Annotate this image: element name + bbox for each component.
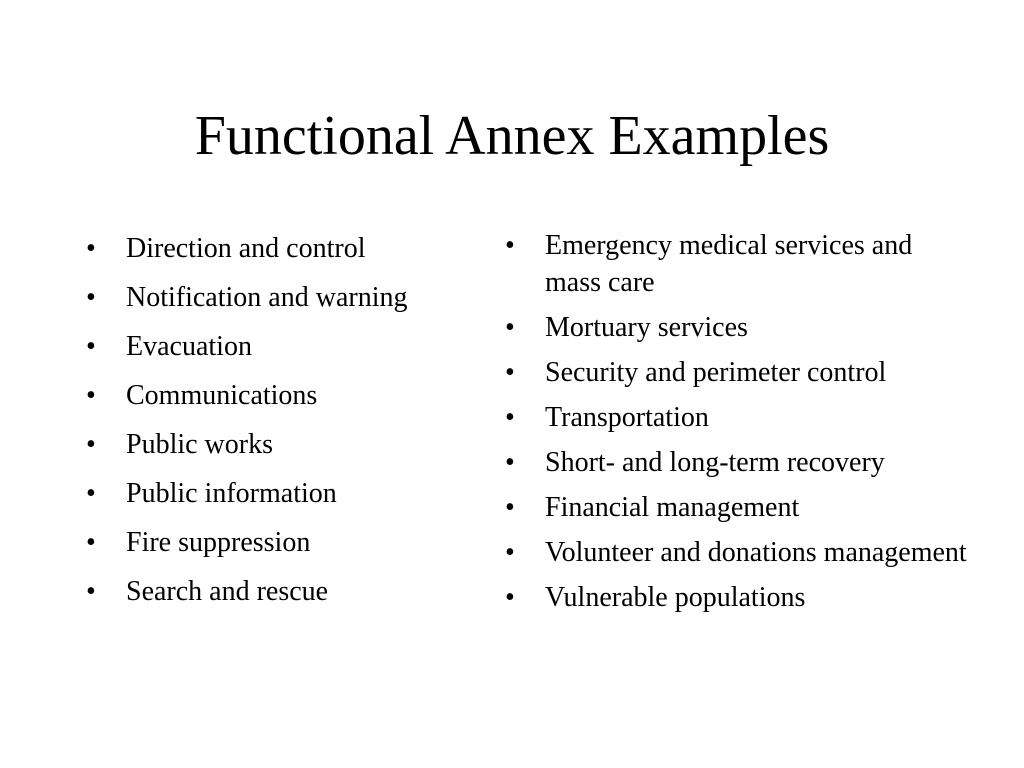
- list-item: [86, 279, 486, 316]
- bullet-icon: •: [505, 537, 515, 568]
- list-item-text: Security and perimeter control: [545, 357, 887, 388]
- list-item-text: Communications: [126, 380, 318, 411]
- list-item-text: Financial management: [545, 492, 800, 523]
- list-item: [86, 475, 486, 512]
- list-item-text: Emergency medical services and mass care: [545, 230, 913, 298]
- slide-title: Functional Annex Examples: [194, 105, 830, 167]
- list-item-text: Volunteer and donations management: [545, 537, 967, 568]
- list-item-text: Transportation: [545, 402, 709, 433]
- bullet-icon: •: [86, 478, 96, 509]
- list-item: [86, 573, 486, 610]
- list-item-text: Short- and long-term recovery: [545, 447, 885, 478]
- list-item-text: Public works: [126, 429, 273, 460]
- bullet-icon: •: [505, 312, 515, 343]
- bullet-icon: •: [505, 447, 515, 478]
- bullet-icon: •: [505, 582, 515, 613]
- list-item: [505, 534, 975, 571]
- list-item: [505, 579, 975, 616]
- list-item: [86, 328, 486, 365]
- list-item-text: Public information: [126, 478, 337, 509]
- bullet-icon: •: [505, 357, 515, 388]
- list-item-text: Mortuary services: [545, 312, 748, 343]
- bullet-icon: •: [86, 331, 96, 362]
- list-item: [505, 354, 975, 391]
- right-bullet-list: [505, 227, 975, 624]
- list-item: [86, 230, 486, 267]
- list-item-text: Evacuation: [126, 331, 252, 362]
- list-item-text: Notification and warning: [126, 282, 408, 313]
- list-item: [505, 227, 975, 301]
- bullet-icon: •: [86, 233, 96, 264]
- bullet-icon: •: [86, 429, 96, 460]
- list-item: [505, 399, 975, 436]
- list-item-text: Vulnerable populations: [545, 582, 806, 613]
- bullet-icon: •: [505, 230, 515, 261]
- bullet-icon: •: [86, 527, 96, 558]
- list-item: [86, 426, 486, 463]
- left-bullet-list: [86, 230, 486, 622]
- list-item: [86, 377, 486, 414]
- list-item-text: Direction and control: [126, 233, 366, 264]
- list-item-text: Search and rescue: [126, 576, 329, 607]
- bullet-icon: •: [86, 380, 96, 411]
- list-item: [86, 524, 486, 561]
- bullet-icon: •: [505, 402, 515, 433]
- bullet-icon: •: [86, 576, 96, 607]
- bullet-icon: •: [505, 492, 515, 523]
- list-item-text: Fire suppression: [126, 527, 311, 558]
- list-item: [505, 309, 975, 346]
- list-item: [505, 444, 975, 481]
- list-item: [505, 489, 975, 526]
- bullet-icon: •: [86, 282, 96, 313]
